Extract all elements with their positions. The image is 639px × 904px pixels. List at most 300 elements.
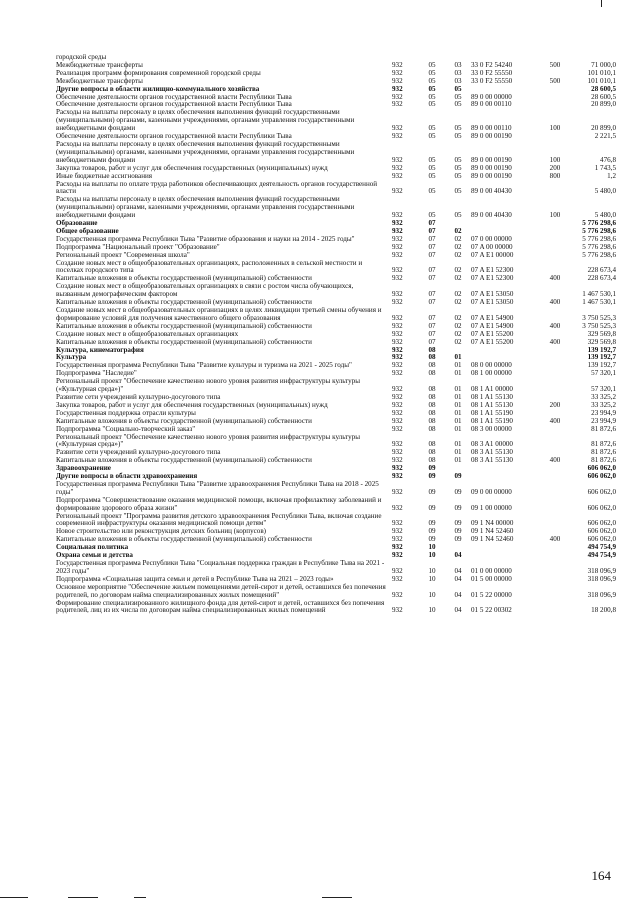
row-name: Расходы на выплаты персоналу в целях обеспечения выполнения функций государственными (муниципальными) органами, казенными учреждениями, органами управления государственными внебюджетными фондами bbox=[56, 195, 355, 220]
row-c6: 228 673,4 bbox=[587, 274, 616, 283]
row-c6: 20 899,0 bbox=[591, 100, 616, 109]
row-c6: 33 325,2 bbox=[591, 392, 616, 401]
table-row bbox=[56, 434, 616, 450]
row-c6: 606 062,0 bbox=[587, 472, 616, 481]
row-c4: 07 A E1 54900 bbox=[471, 313, 514, 322]
row-c3: 04 bbox=[454, 574, 462, 583]
row-c4: 08 1 A1 00000 bbox=[471, 385, 513, 394]
row-c6: 18 200,8 bbox=[591, 606, 616, 615]
table-row bbox=[56, 260, 616, 276]
row-name: Создание новых мест в общеобразовательных организациях, расположенных в сельской местности и поселках городского типа bbox=[56, 258, 363, 275]
row-c2: 08 bbox=[428, 456, 436, 465]
row-c3: 02 bbox=[454, 298, 462, 307]
row-c4: 01 0 00 00000 bbox=[471, 566, 512, 575]
row-name: Другие вопросы в области здравоохранения bbox=[56, 472, 198, 481]
row-c4: 09 1 N4 52460 bbox=[471, 527, 514, 536]
row-c2: 05 bbox=[428, 211, 436, 220]
row-c1: 932 bbox=[392, 68, 403, 77]
row-c3: 09 bbox=[454, 519, 462, 528]
row-c2: 05 bbox=[428, 84, 436, 93]
row-name: Капитальные вложения в объекты государственной (муниципальной) собственности bbox=[56, 321, 312, 330]
row-c1: 932 bbox=[392, 606, 403, 615]
row-c1: 932 bbox=[392, 353, 403, 362]
row-c2: 10 bbox=[428, 606, 436, 615]
row-c6: 318 096,9 bbox=[587, 566, 616, 575]
row-c3: 05 bbox=[454, 100, 462, 109]
table-row bbox=[56, 497, 616, 513]
row-name: Расходы на выплаты персоналу в целях обеспечения выполнения функций государственными (муниципальными) органами, казенными учреждениями, органами управления государственными внебюджетными фондами bbox=[56, 139, 355, 164]
table-row bbox=[56, 544, 616, 552]
row-c3: 01 bbox=[454, 353, 462, 362]
row-c3: 09 bbox=[454, 535, 462, 544]
row-c6: 101 010,1 bbox=[587, 76, 616, 85]
row-c6: 139 192,7 bbox=[587, 345, 616, 354]
row-c3: 01 bbox=[454, 416, 462, 425]
row-c4: 07 A E1 55200 bbox=[471, 337, 514, 346]
row-c1: 932 bbox=[392, 456, 403, 465]
row-name: Закупка товаров, работ и услуг для обеспечения государственных (муниципальных) нужд bbox=[56, 400, 328, 409]
row-c3: 02 bbox=[454, 329, 462, 338]
row-c1: 932 bbox=[392, 313, 403, 322]
row-c6: 23 994,9 bbox=[591, 408, 616, 417]
row-c6: 81 872,6 bbox=[591, 440, 616, 449]
row-c5: 200 bbox=[549, 163, 561, 172]
row-c4: 89 0 00 00190 bbox=[471, 163, 512, 172]
row-name: городской среды bbox=[56, 53, 107, 61]
row-c1: 932 bbox=[392, 337, 403, 346]
row-c1: 932 bbox=[392, 543, 403, 552]
row-c2: 09 bbox=[428, 527, 436, 536]
row-name: Капитальные вложения в объекты государственной (муниципальной) собственности bbox=[56, 274, 312, 283]
row-c1: 932 bbox=[392, 155, 403, 164]
row-c2: 09 bbox=[428, 535, 436, 544]
row-c6: 139 192,7 bbox=[587, 361, 616, 370]
row-c6: 606 062,0 bbox=[587, 487, 616, 496]
row-c4: 08 0 00 00000 bbox=[471, 361, 512, 370]
row-name: Капитальные вложения в объекты государственной (муниципальной) собственности bbox=[56, 298, 312, 307]
row-c6: 329 569,8 bbox=[587, 337, 616, 346]
row-c1: 932 bbox=[392, 424, 403, 433]
row-c4: 01 5 22 00000 bbox=[471, 590, 512, 599]
row-c6: 20 899,0 bbox=[591, 124, 616, 133]
row-c5: 800 bbox=[549, 171, 561, 180]
row-c4: 08 1 A1 55130 bbox=[471, 400, 513, 409]
row-c3: 01 bbox=[454, 448, 462, 457]
row-c4: 08 3 00 00000 bbox=[471, 424, 512, 433]
row-c3: 09 bbox=[454, 472, 462, 481]
row-c2: 07 bbox=[428, 290, 436, 299]
row-c1: 932 bbox=[392, 60, 403, 69]
row-c3: 02 bbox=[454, 242, 462, 251]
row-c5: 100 bbox=[549, 211, 561, 220]
row-c2: 10 bbox=[428, 543, 436, 552]
row-c6: 606 062,0 bbox=[587, 527, 616, 536]
row-name: Капитальные вложения в объекты государственной (муниципальной) собственности bbox=[56, 535, 312, 544]
row-c2: 05 bbox=[428, 100, 436, 109]
table-row bbox=[56, 307, 616, 323]
row-c2: 08 bbox=[428, 392, 436, 401]
row-c2: 08 bbox=[428, 369, 436, 378]
row-c2: 05 bbox=[428, 68, 436, 77]
budget-table bbox=[56, 54, 616, 615]
row-c6: 28 600,5 bbox=[591, 84, 616, 93]
row-c2: 09 bbox=[428, 519, 436, 528]
row-name: Основное мероприятие "Обеспечение жильем помещениями детей-сирот и детей, оставшихся без попечения родителей, по договорам найма специализированных жилых помещений" bbox=[56, 582, 386, 599]
row-c4: 33 0 F2 54240 bbox=[471, 60, 513, 69]
row-c1: 932 bbox=[392, 242, 403, 251]
row-c3: 05 bbox=[454, 84, 462, 93]
row-c2: 08 bbox=[428, 353, 436, 362]
row-name: Подпрограмма "Наследие" bbox=[56, 369, 137, 378]
row-c3: 09 bbox=[454, 527, 462, 536]
row-c2: 05 bbox=[428, 187, 436, 196]
row-c3: 03 bbox=[454, 76, 462, 85]
row-c1: 932 bbox=[392, 590, 403, 599]
row-c6: 606 062,0 bbox=[587, 519, 616, 528]
row-name: Обеспечение деятельности органов государственной власти Республики Тыва bbox=[56, 132, 292, 141]
row-c1: 932 bbox=[392, 392, 403, 401]
row-c6: 1 743,5 bbox=[594, 163, 616, 172]
row-c2: 07 bbox=[428, 234, 436, 243]
row-c6: 606 062,0 bbox=[587, 503, 616, 512]
row-name: Капитальные вложения в объекты государственной (муниципальной) собственности bbox=[56, 456, 312, 465]
row-c3: 01 bbox=[454, 361, 462, 370]
row-c3: 05 bbox=[454, 155, 462, 164]
row-c4: 08 3 A1 55130 bbox=[471, 448, 513, 457]
row-c2: 05 bbox=[428, 132, 436, 141]
row-name: Государственная поддержка отрасли культуры bbox=[56, 408, 196, 417]
row-c1: 932 bbox=[392, 266, 403, 275]
row-name: Создание новых мест в общеобразовательных организациях в связи с ростом числа обучающихся, вызванным демографическим фактором bbox=[56, 282, 354, 299]
row-name: Общее образование bbox=[56, 226, 119, 235]
row-c2: 09 bbox=[428, 503, 436, 512]
row-c5: 400 bbox=[549, 456, 561, 465]
row-c3: 01 bbox=[454, 385, 462, 394]
row-c6: 5 776 298,6 bbox=[582, 226, 616, 235]
row-name: Государственная программа Республики Тыва "Социальная поддержка граждан в Республике Тыва на 2021 - 2023 годы" bbox=[56, 559, 385, 575]
row-c4: 89 0 00 00110 bbox=[471, 100, 512, 109]
row-c1: 932 bbox=[392, 100, 403, 109]
row-c3: 04 bbox=[454, 606, 462, 615]
row-name: Образование bbox=[56, 219, 98, 228]
table-row bbox=[56, 457, 616, 465]
row-c1: 932 bbox=[392, 535, 403, 544]
row-c4: 08 3 A1 55130 bbox=[471, 456, 513, 465]
table-row bbox=[56, 560, 616, 576]
row-c4: 08 1 A1 55190 bbox=[471, 408, 513, 417]
row-c3: 03 bbox=[454, 68, 462, 77]
row-c4: 07 0 00 00000 bbox=[471, 234, 512, 243]
table-row bbox=[56, 196, 616, 220]
row-c4: 01 5 22 00302 bbox=[471, 606, 512, 615]
scan-mark bbox=[322, 897, 352, 898]
row-c2: 07 bbox=[428, 329, 436, 338]
row-c4: 09 1 N4 00000 bbox=[471, 519, 514, 528]
row-name: Региональный проект "Программа развития детского здравоохранения Республики Тыва, включая создание современной инфраструктуры оказания медицинской помощи детям" bbox=[56, 511, 382, 528]
row-c4: 89 0 00 00190 bbox=[471, 171, 512, 180]
row-c3: 01 bbox=[454, 424, 462, 433]
row-c3: 02 bbox=[454, 321, 462, 330]
row-c1: 932 bbox=[392, 132, 403, 141]
row-c3: 05 bbox=[454, 92, 462, 101]
row-c6: 606 062,0 bbox=[587, 464, 616, 473]
row-c6: 228 673,4 bbox=[587, 266, 616, 275]
row-c6: 139 192,7 bbox=[587, 353, 616, 362]
row-c2: 07 bbox=[428, 337, 436, 346]
row-c6: 329 569,8 bbox=[587, 329, 616, 338]
row-c6: 28 600,5 bbox=[591, 92, 616, 101]
table-row bbox=[56, 513, 616, 529]
row-name: Другие вопросы в области жилищно-коммунального хозяйства bbox=[56, 84, 260, 93]
row-c1: 932 bbox=[392, 400, 403, 409]
row-c1: 932 bbox=[392, 250, 403, 259]
row-name: Создание новых мест в общеобразовательных организациях bbox=[56, 329, 239, 338]
row-c3: 01 bbox=[454, 392, 462, 401]
row-c1: 932 bbox=[392, 566, 403, 575]
row-c1: 932 bbox=[392, 416, 403, 425]
row-c1: 932 bbox=[392, 211, 403, 220]
row-c3: 01 bbox=[454, 440, 462, 449]
row-c1: 932 bbox=[392, 187, 403, 196]
row-c6: 476,8 bbox=[600, 155, 616, 164]
row-c2: 07 bbox=[428, 242, 436, 251]
row-name: Новое строительство или реконструкция детских больниц (корпусов) bbox=[56, 527, 267, 536]
row-c1: 932 bbox=[392, 527, 403, 536]
row-c2: 09 bbox=[428, 464, 436, 473]
row-name: Создание новых мест в общеобразовательных организациях в целях ликвидации третьей смены обучения и формирование условий для получения качественного общего образования bbox=[56, 306, 382, 322]
scan-mark bbox=[601, 0, 602, 7]
row-c4: 08 3 A1 00000 bbox=[471, 440, 513, 449]
row-c1: 932 bbox=[392, 408, 403, 417]
row-c6: 23 994,9 bbox=[591, 416, 616, 425]
row-c6: 81 872,6 bbox=[591, 424, 616, 433]
row-c1: 932 bbox=[392, 448, 403, 457]
row-c3: 04 bbox=[454, 551, 462, 560]
row-c2: 10 bbox=[428, 551, 436, 560]
row-c1: 932 bbox=[392, 361, 403, 370]
row-c5: 200 bbox=[549, 400, 561, 409]
row-name: Здравоохранение bbox=[56, 464, 111, 473]
row-name: Подпрограмма "Совершенствование оказания медицинской помощи, включая профилактику заболеваний и формирование здорового образа жизни" bbox=[56, 495, 382, 512]
row-c6: 5 776 298,6 bbox=[582, 242, 616, 251]
page-number: 164 bbox=[591, 868, 611, 883]
row-c1: 932 bbox=[392, 574, 403, 583]
row-c2: 05 bbox=[428, 60, 436, 69]
row-name: Формирование специализированного жилищного фонда для детей-сирот и детей, оставшихся без попечения родителей, лиц из их числа по договорам найма специализированных жилых помещений bbox=[56, 598, 385, 615]
row-c3: 04 bbox=[454, 566, 462, 575]
row-c4: 07 A 00 00000 bbox=[471, 242, 513, 251]
row-c4: 07 A E1 00000 bbox=[471, 250, 514, 259]
row-c1: 932 bbox=[392, 171, 403, 180]
row-c2: 07 bbox=[428, 313, 436, 322]
row-c5: 100 bbox=[549, 124, 561, 133]
row-name: Капитальные вложения в объекты государственной (муниципальной) собственности bbox=[56, 337, 312, 346]
scan-mark bbox=[134, 897, 146, 898]
row-name: Подпрограмма "Социально-творческий заказ" bbox=[56, 424, 196, 433]
row-c2: 07 bbox=[428, 321, 436, 330]
table-row bbox=[56, 109, 616, 133]
row-c2: 08 bbox=[428, 408, 436, 417]
row-c2: 08 bbox=[428, 424, 436, 433]
row-name: Культура, кинематография bbox=[56, 345, 144, 354]
row-c6: 81 872,6 bbox=[591, 456, 616, 465]
row-c1: 932 bbox=[392, 290, 403, 299]
row-name: Обеспечение деятельности органов государственной власти Республики Тыва bbox=[56, 92, 292, 101]
row-c2: 05 bbox=[428, 124, 436, 133]
row-c1: 932 bbox=[392, 345, 403, 354]
row-c2: 08 bbox=[428, 361, 436, 370]
row-c3: 01 bbox=[454, 408, 462, 417]
row-name: Подпрограмма "Национальный проект "Образование" bbox=[56, 242, 220, 251]
row-c4: 07 A E1 55200 bbox=[471, 329, 514, 338]
row-c4: 33 0 F2 55550 bbox=[471, 68, 513, 77]
row-name: Региональный проект "Обеспечение качественно нового уровня развития инфраструктуры культуры («Культурная среда»)" bbox=[56, 377, 361, 394]
row-c6: 101 010,1 bbox=[587, 68, 616, 77]
row-c6: 3 750 525,3 bbox=[582, 321, 616, 330]
row-c4: 89 0 00 00110 bbox=[471, 124, 512, 133]
row-c6: 318 096,9 bbox=[587, 574, 616, 583]
row-name: Культура bbox=[56, 353, 87, 362]
row-name: Охрана семьи и детства bbox=[56, 551, 133, 560]
row-c4: 09 1 00 00000 bbox=[471, 503, 512, 512]
table-row bbox=[56, 362, 616, 370]
row-name: Социальная политика bbox=[56, 543, 129, 552]
row-c2: 05 bbox=[428, 92, 436, 101]
row-c1: 932 bbox=[392, 226, 403, 235]
row-name: Закупка товаров, работ и услуг для обеспечения государственных (муниципальных) нужд bbox=[56, 163, 328, 172]
row-c5: 400 bbox=[549, 337, 561, 346]
row-c2: 07 bbox=[428, 274, 436, 283]
row-c2: 08 bbox=[428, 416, 436, 425]
row-c3: 09 bbox=[454, 487, 462, 496]
row-name: Межбюджетные трансферты bbox=[56, 60, 143, 69]
row-c6: 57 320,1 bbox=[591, 385, 616, 394]
row-c6: 5 776 298,6 bbox=[582, 234, 616, 243]
row-c4: 07 A E1 52300 bbox=[471, 274, 514, 283]
row-c4: 08 1 00 00000 bbox=[471, 369, 512, 378]
row-c6: 1 467 530,1 bbox=[582, 290, 616, 299]
row-name: Государственная программа Республики Тыва "Развитие образования и науки на 2014 - 2025 годы" bbox=[56, 234, 355, 243]
row-c3: 05 bbox=[454, 171, 462, 180]
row-c6: 318 096,9 bbox=[587, 590, 616, 599]
row-c2: 09 bbox=[428, 472, 436, 481]
row-c5: 400 bbox=[549, 274, 561, 283]
row-c4: 01 5 00 00000 bbox=[471, 574, 512, 583]
row-c1: 932 bbox=[392, 92, 403, 101]
row-c3: 03 bbox=[454, 60, 462, 69]
row-c1: 932 bbox=[392, 369, 403, 378]
row-name: Реализация программ формирования современной городской среды bbox=[56, 68, 261, 77]
row-c4: 89 0 00 00000 bbox=[471, 92, 512, 101]
row-c1: 932 bbox=[392, 321, 403, 330]
row-c2: 08 bbox=[428, 400, 436, 409]
row-c3: 02 bbox=[454, 274, 462, 283]
scan-mark bbox=[0, 897, 28, 898]
row-c3: 05 bbox=[454, 132, 462, 141]
row-c5: 400 bbox=[549, 321, 561, 330]
row-c6: 5 480,0 bbox=[594, 187, 616, 196]
row-c1: 932 bbox=[392, 519, 403, 528]
row-name: Расходы на выплаты по оплате труда работников обеспечивающих деятельность органов государственной власти bbox=[56, 179, 378, 196]
row-c2: 08 bbox=[428, 448, 436, 457]
row-c1: 932 bbox=[392, 163, 403, 172]
row-c2: 10 bbox=[428, 574, 436, 583]
row-c4: 89 0 00 00190 bbox=[471, 155, 512, 164]
row-c3: 02 bbox=[454, 337, 462, 346]
row-c2: 07 bbox=[428, 219, 436, 228]
row-c6: 1,2 bbox=[607, 171, 616, 180]
row-c6: 3 750 525,3 bbox=[582, 313, 616, 322]
row-c2: 07 bbox=[428, 266, 436, 275]
row-c6: 5 776 298,6 bbox=[582, 250, 616, 259]
table-row bbox=[56, 141, 616, 165]
row-c3: 04 bbox=[454, 590, 462, 599]
row-c2: 07 bbox=[428, 298, 436, 307]
row-c6: 81 872,6 bbox=[591, 448, 616, 457]
row-c3: 02 bbox=[454, 313, 462, 322]
row-c6: 606 062,0 bbox=[587, 535, 616, 544]
row-name: Развитие сети учреждений культурно-досугового типа bbox=[56, 448, 221, 457]
row-c3: 02 bbox=[454, 266, 462, 275]
row-name: Региональный проект "Обеспечение качественно нового уровня развития инфраструктуры культуры («Культурная среда»)" bbox=[56, 432, 361, 449]
row-c2: 05 bbox=[428, 76, 436, 85]
row-c2: 08 bbox=[428, 385, 436, 394]
row-c4: 33 0 F2 55550 bbox=[471, 76, 513, 85]
table-row bbox=[56, 347, 616, 355]
row-c3: 05 bbox=[454, 124, 462, 133]
row-c3: 02 bbox=[454, 234, 462, 243]
row-c2: 07 bbox=[428, 250, 436, 259]
row-c5: 400 bbox=[549, 535, 561, 544]
row-c2: 09 bbox=[428, 487, 436, 496]
row-c4: 07 A E1 53050 bbox=[471, 290, 514, 299]
row-c1: 932 bbox=[392, 234, 403, 243]
row-c6: 1 467 530,1 bbox=[582, 298, 616, 307]
row-c2: 08 bbox=[428, 440, 436, 449]
row-c2: 05 bbox=[428, 171, 436, 180]
row-c6: 57 320,1 bbox=[591, 369, 616, 378]
row-c1: 932 bbox=[392, 329, 403, 338]
row-c3: 01 bbox=[454, 400, 462, 409]
row-c1: 932 bbox=[392, 551, 403, 560]
row-c4: 89 0 00 40430 bbox=[471, 187, 512, 196]
table-row bbox=[56, 181, 616, 197]
row-name: Обеспечение деятельности органов государственной власти Республики Тыва bbox=[56, 100, 292, 109]
table-row bbox=[56, 283, 616, 299]
row-c2: 08 bbox=[428, 345, 436, 354]
row-c3: 02 bbox=[454, 226, 462, 235]
row-c3: 02 bbox=[454, 290, 462, 299]
row-c6: 33 325,2 bbox=[591, 400, 616, 409]
row-c4: 09 1 N4 52460 bbox=[471, 535, 514, 544]
row-c1: 932 bbox=[392, 84, 403, 93]
row-c4: 08 1 A1 55130 bbox=[471, 392, 513, 401]
row-c1: 932 bbox=[392, 472, 403, 481]
table-row bbox=[56, 536, 616, 544]
row-c4: 07 A E1 54900 bbox=[471, 321, 514, 330]
row-c2: 07 bbox=[428, 226, 436, 235]
row-c1: 932 bbox=[392, 274, 403, 283]
row-c1: 932 bbox=[392, 385, 403, 394]
row-name: Капитальные вложения в объекты государственной (муниципальной) собственности bbox=[56, 416, 312, 425]
row-c1: 932 bbox=[392, 124, 403, 133]
table-row bbox=[56, 220, 616, 228]
row-c3: 05 bbox=[454, 163, 462, 172]
table-row bbox=[56, 481, 616, 497]
row-name: Подпрограмма «Социальная защита семьи и детей в Республике Тыва на 2021 – 2023 годы» bbox=[56, 574, 334, 583]
row-c1: 932 bbox=[392, 503, 403, 512]
row-name: Региональный проект "Современная школа" bbox=[56, 250, 190, 259]
